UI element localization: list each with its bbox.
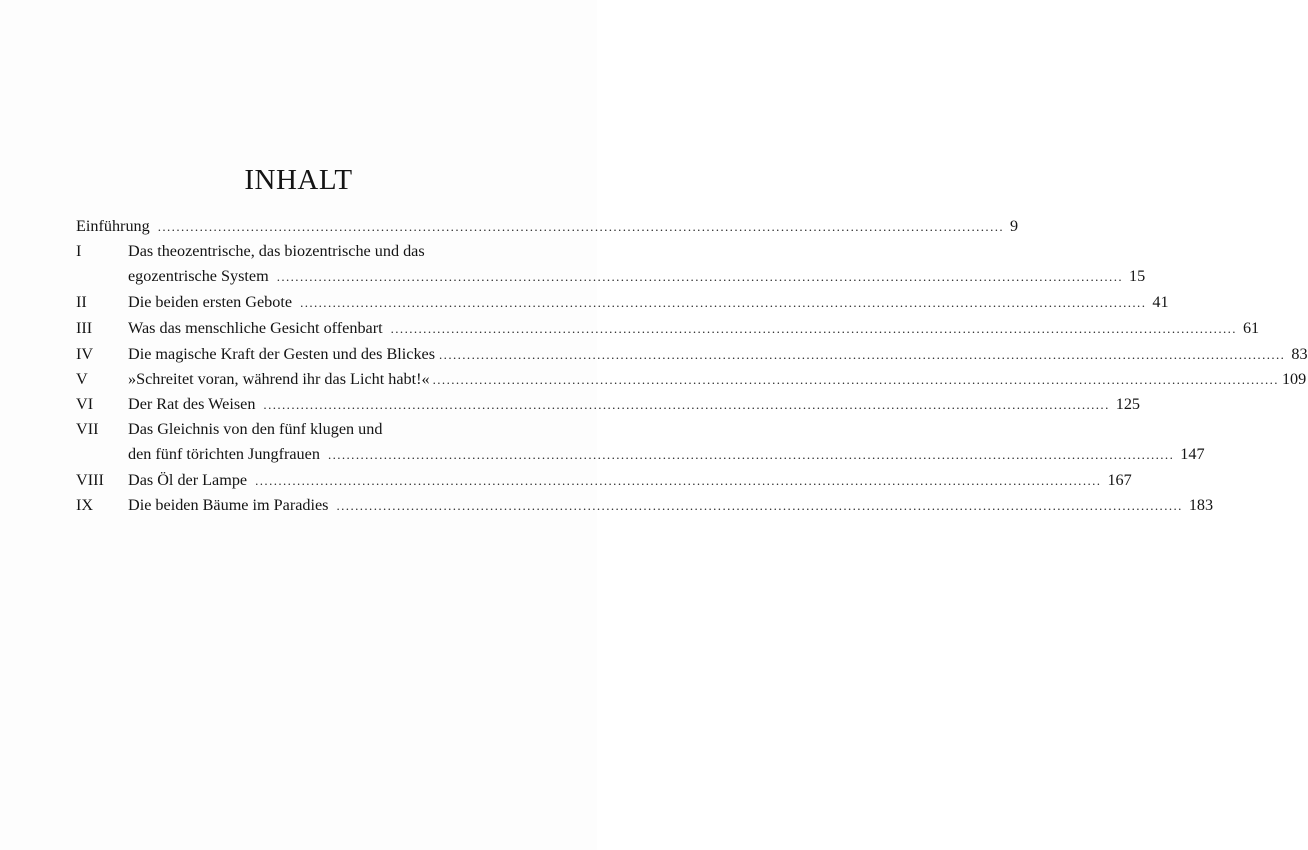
dot-leader: ...................................................................................................................................................................................... — [157, 219, 1005, 234]
toc-page-number: 41 — [1152, 293, 1169, 311]
toc-entry-6 — [76, 392, 1141, 416]
chapter-number: I — [76, 242, 82, 260]
toc-entry-title: den fünf törichten Jungfrauen — [128, 445, 320, 463]
toc-entry-9 — [76, 493, 1214, 517]
dot-leader: ...................................................................................................................................................................................... — [255, 473, 1102, 488]
dot-leader: ...................................................................................................................................................................................... — [276, 269, 1124, 284]
chapter-number: IV — [76, 345, 94, 363]
toc-entry-8 — [76, 468, 1132, 492]
toc-entry-title: Was das menschliche Gesicht offenbart — [128, 319, 383, 337]
chapter-number: V — [76, 370, 88, 388]
chapter-number: VIII — [76, 471, 104, 489]
dot-leader: ...................................................................................................................................................................................... — [263, 397, 1110, 412]
chapter-number: IX — [76, 496, 94, 514]
toc-page-number: 125 — [1115, 395, 1141, 413]
toc-entry-title: »Schreitet voran, während ihr das Licht habt!« — [128, 370, 430, 388]
chapter-number: VI — [76, 395, 94, 413]
toc-page-number: 61 — [1242, 319, 1260, 337]
toc-entry-5 — [76, 367, 1307, 391]
toc-page-number: 9 — [1010, 217, 1019, 235]
chapter-number: II — [76, 293, 87, 311]
dot-leader: ...................................................................................................................................................................................... — [336, 498, 1183, 513]
chapter-number: III — [76, 319, 93, 337]
toc-page-number: 83 — [1291, 345, 1308, 363]
dot-leader: ...................................................................................................................................................................................... — [439, 347, 1286, 362]
toc-entry-4 — [76, 342, 1308, 366]
toc-entry-1-line-1 — [76, 239, 512, 263]
toc-entry-1-line-2 — [76, 264, 1146, 288]
toc-entry-title: Die beiden ersten Gebote — [128, 293, 293, 311]
toc-entry-7-line-2 — [76, 442, 1205, 466]
toc-entry-3 — [76, 316, 1260, 340]
toc-page-number: 183 — [1188, 496, 1214, 514]
toc-entry-title: Der Rat des Weisen — [128, 395, 256, 413]
toc-entry-2 — [76, 290, 1169, 314]
toc-entry-title: egozentrische System — [128, 267, 269, 285]
dot-leader: ...................................................................................................................................................................................... — [390, 321, 1237, 336]
toc-entry-title: Einführung — [76, 217, 150, 235]
toc-entry-title: Das Öl der Lampe — [128, 471, 248, 489]
page-title: INHALT — [244, 164, 353, 196]
toc-entry-title: Die beiden Bäume im Paradies — [128, 496, 329, 514]
toc-entry-title-line: Das theozentrische, das biozentrische und das — [128, 242, 425, 260]
toc-entry-einfuehrung — [76, 214, 1019, 238]
chapter-number: VII — [76, 420, 99, 438]
toc-entry-title-line: Das Gleichnis von den fünf klugen und — [128, 420, 383, 438]
toc-page-number: 167 — [1107, 471, 1132, 489]
dot-leader: ...................................................................................................................................................................................... — [432, 372, 1279, 387]
toc-page-number: 109 — [1281, 370, 1307, 388]
toc-entry-title: Die magische Kraft der Gesten und des Blickes — [128, 345, 436, 363]
toc-page-number: 15 — [1129, 267, 1146, 285]
toc-entry-7-line-1 — [76, 417, 512, 441]
dot-leader: ...................................................................................................................................................................................... — [300, 295, 1147, 310]
toc-page-number: 147 — [1180, 445, 1205, 463]
dot-leader: ...................................................................................................................................................................................... — [327, 447, 1175, 462]
